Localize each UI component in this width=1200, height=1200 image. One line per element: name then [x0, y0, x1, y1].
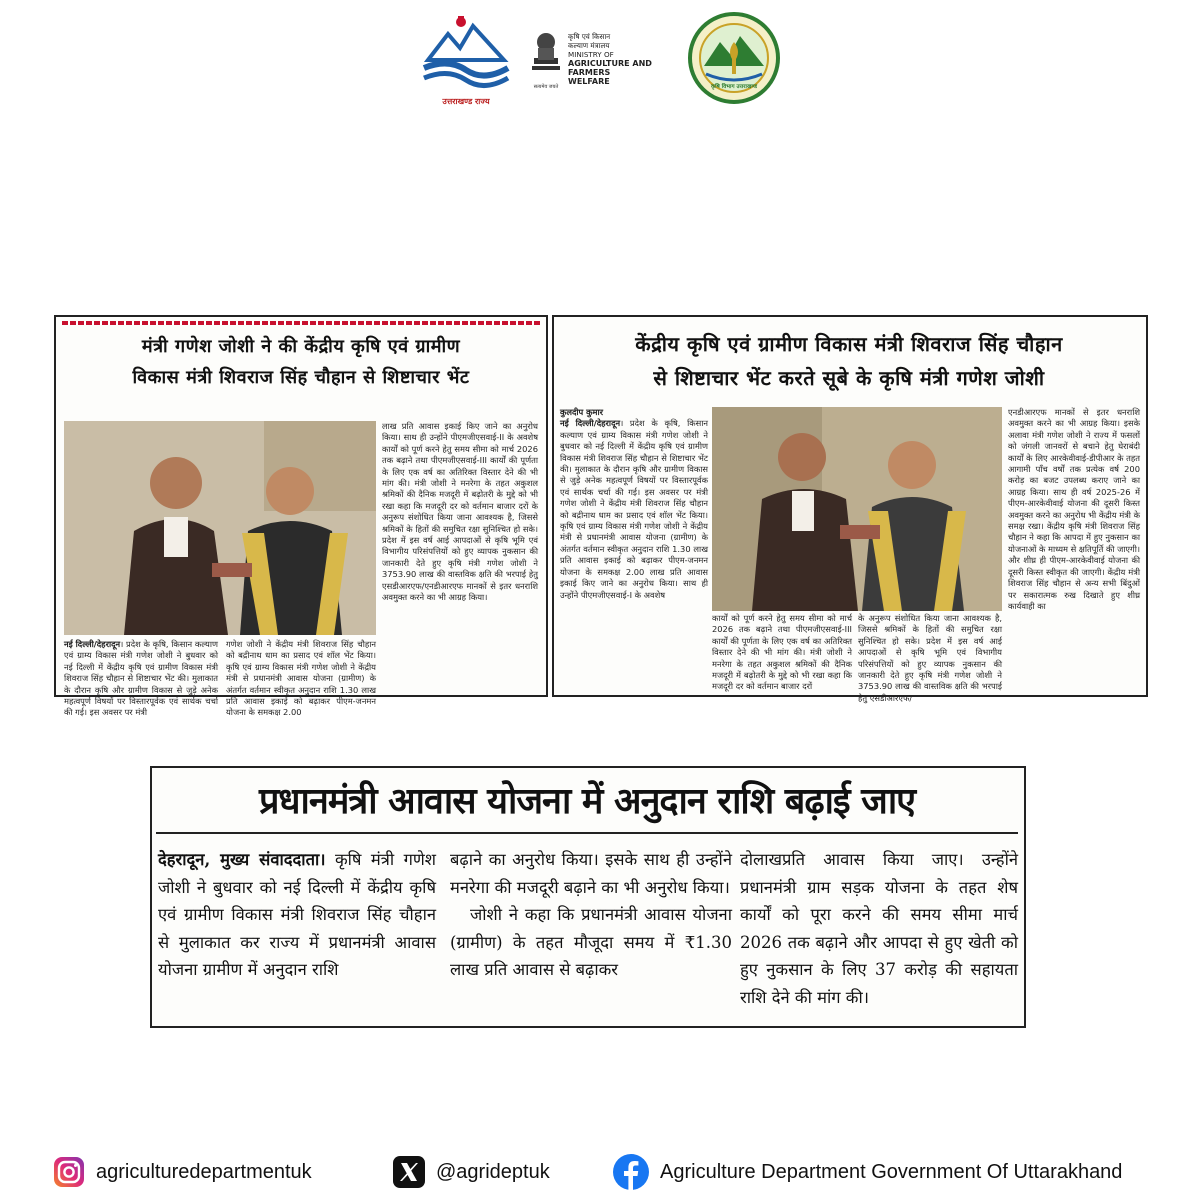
- news-clipping-2: [552, 315, 1148, 703]
- clipping2-headline: [560, 327, 1138, 395]
- red-top-rule: [62, 321, 540, 325]
- clipping2-byline: कुलदीप कुमार: [560, 407, 604, 417]
- x-icon: [392, 1155, 426, 1189]
- clipping1-dateline: नई दिल्ली/देहरादून: [64, 639, 121, 649]
- ministry-en-2: AGRICULTURE AND: [568, 59, 652, 68]
- header-logos: [0, 12, 1200, 112]
- dept-seal-icon: [688, 12, 780, 104]
- clipping1-photo: [64, 421, 376, 635]
- clipping3-headline: प्रधानमंत्री आवास योजना में अनुदान राशि बढ़ाई जाए: [258, 781, 916, 822]
- ministry-logo: [528, 12, 652, 108]
- clipping1-headline-line2: विकास मंत्री शिवराज सिंह चौहान से शिष्टाचार भेंट: [132, 367, 470, 388]
- clipping3-dateline: देहरादून, मुख्य संवाददाता।: [158, 850, 326, 869]
- ministry-hindi-1: कृषि एवं किसान: [568, 32, 611, 41]
- clipping3-column-1: [158, 846, 436, 1014]
- x-handle: @agrideptuk: [436, 1160, 550, 1183]
- facebook-page: Agriculture Department Government Of Uttarakhand: [660, 1160, 1123, 1183]
- instagram-icon: [52, 1155, 86, 1189]
- ministry-en-1: MINISTRY OF: [568, 50, 614, 59]
- ashoka-emblem-icon: [528, 28, 564, 84]
- instagram-link[interactable]: [52, 1152, 312, 1192]
- clipping2-dateline: नई दिल्ली/देहरादून: [560, 418, 621, 429]
- news-clipping-3: [150, 766, 1026, 1028]
- clipping3-col2a-text: बढ़ाने का अनुरोध किया। इसके साथ ही उन्होंने मनरेगा की मजदूरी बढ़ाने का भी अनुरोध किया।: [450, 850, 732, 897]
- clipping2-headline-line2: से शिष्टाचार भेंट करते सूबे के कृषि मंत्री गणेश जोशी: [653, 366, 1045, 390]
- headline-rule: [156, 832, 1018, 834]
- meeting-photo-icon: [64, 421, 376, 635]
- x-link[interactable]: [392, 1152, 550, 1192]
- clipping2-column-right: एनडीआरएफ मानकों से इतर धनराशि अवमुक्त करने का भी आग्रह किया। इसके अलावा मंत्री गणेश जोशी ने राज्य में फसलों को जंगली जानवरों से बचाने हेतु घेराबंदी कार्यों के लिए आरकेवीवाई-डीपीआर के तहत आगामी पाँच वर्षों तक प्रत्येक वर्ष 200 करोड़ का बजट उपलब्ध कराए जाने का आग्रह किया। साथ ही वर्ष 2025-26 में पीएम-आरकेवीवाई योजना की दूसरी किस्त अवमुक्त करने का अनुरोध भी केंद्रीय मंत्री के समक्ष रखा। केंद्रीय कृषि मंत्री शिवराज सिंह चौहान ने कहा कि आपदा में हुए नुकसान का योजनाओं के माध्यम से क्षतिपूर्ति की जाएगी। और शीघ्र ही पीएम-आरकेवीवाई योजना की दूसरी किस्त स्वीकृत की जाएगी। केंद्रीय मंत्री शिवराज सिंह चौहान से अन्य सभी बिंदुओं पर सकारात्मक रुख दिखाते हुए शीघ्र कार्यवाही का: [1008, 407, 1140, 611]
- ministry-en-3: FARMERS WELFARE: [568, 68, 611, 86]
- clipping1-headline: [62, 331, 540, 393]
- clipping3-col2b-text: जोशी ने कहा कि प्रधानमंत्री आवास योजना (ग्रामीण) के तहत मौजूदा समय में ₹1.30 लाख प्रति आवास से बढ़ाकर: [450, 905, 732, 979]
- clipping2-headline-line1: केंद्रीय कृषि एवं ग्रामीण विकास मंत्री शिवराज सिंह चौहान: [635, 332, 1063, 356]
- social-footer: [0, 1152, 1200, 1196]
- clipping1-column-right: लाख प्रति आवास इकाई किए जाने का अनुरोध किया। साथ ही उन्होंने पीएमजीएसवाई-II के अवशेष कार्यों को पूर्ण करने हेतु समय सीमा को मार्च 2026 तक बढ़ाने तथा पीएमजीएसवाई-III कार्यों की पूर्णता के लिए एक वर्ष का अतिरिक्त विस्तार देने की भी मांग की। मंत्री जोशी ने मनरेगा के तहत अकुशल श्रमिकों की दैनिक मजदूरी में बढ़ोतरी के मुद्दे को भी रखा कहा कि मजदूरी दर को वर्तमान बाजार दरों के अनुरूप संशोधित किया जाना आवश्यक है, जिससे श्रमिकों के हितों की समुचित रक्षा सुनिश्चित हो सके। प्रदेश में इस वर्ष आई आपदाओं से कृषि भूमि एवं विभागीय परिसंपत्तियों को हुए व्यापक नुकसान की जानकारी देते हुए कृषि मंत्री गणेश जोशी ने 3753.90 लाख की वास्तविक क्षति की भरपाई हेतु एसडीआरएफ/एनडीआरएफ मानकों से इतर धनराशि अवमुक्त करने का भी आग्रह किया।: [382, 421, 538, 603]
- clipping3-column-3: दोलाखप्रति आवास किया जाए। उन्होंने प्रधानमंत्री ग्राम सड़क योजना के तहत शेष कार्यों को पूरा करने की समय सीमा मार्च 2026 तक बढ़ाने और आपदा से हुए खेती को हुए नुकसान के लिए 37 करोड़ की सहायता राशि देने की मांग की।: [740, 850, 1018, 1007]
- meeting-photo-icon: [712, 407, 1002, 611]
- ministry-hindi-2: कल्याण मंत्रालय: [568, 41, 610, 50]
- uttarakhand-logo: [418, 12, 514, 108]
- instagram-handle: agriculturedepartmentuk: [96, 1160, 312, 1183]
- clipping2-column-b: कार्यों को पूर्ण करने हेतु समय सीमा को मार्च 2026 तक बढ़ाने तथा पीएमजीएसवाई-III कार्यों की पूर्णता के लिए एक वर्ष का अतिरिक्त विस्तार देने की भी मांग की। मंत्री जोशी ने मनरेगा के तहत अकुशल श्रमिकों की दैनिक मजदूरी में बढ़ोतरी के मुद्दे को भी रखा कहा कि मजदूरी दर को वर्तमान बाजार दरों: [712, 613, 852, 692]
- ministry-text: [568, 32, 654, 86]
- clipping1-column-mid: गणेश जोशी ने केंद्रीय मंत्री शिवराज सिंह चौहान को बद्रीनाथ धाम का प्रसाद एवं शॉल भेंट किया। कृषि एवं ग्राम्य विकास मंत्री गणेश जोशी ने केंद्रीय मंत्री से प्रधानमंत्री आवास योजना (ग्रामीण) के अंतर्गत वर्तमान स्वीकृत अनुदान राशि 1.30 लाख प्रति आवास इकाई को बढ़ाकर पीएम-जनमन योजना के समकक्ष 2.00: [226, 639, 376, 718]
- clipping1-column-left: [64, 639, 218, 718]
- dept-seal-text: कृषि विभाग उत्तराखण्ड: [710, 84, 758, 90]
- clipping1-headline-line1: मंत्री गणेश जोशी ने की केंद्रीय कृषि एवं ग्रामीण: [141, 336, 461, 357]
- uttarakhand-emblem-icon: [418, 12, 514, 92]
- uttarakhand-caption: उत्तराखण्ड राज्य: [442, 97, 490, 106]
- facebook-icon: [612, 1153, 650, 1191]
- news-clipping-1: [54, 315, 548, 718]
- agriculture-dept-seal: [688, 12, 780, 104]
- emblem-motto: सत्यमेव जयते: [533, 84, 559, 90]
- clipping1-col-left-text: । प्रदेश के कृषि, किसान कल्याण एवं ग्राम्य विकास मंत्री गणेश जोशी ने बुधवार को नई दिल्ली में केंद्रीय कृषि एवं ग्रामीण विकास मंत्री शिवराज सिंह चौहान से शिष्टाचार भेंट की। मुलाकात के दौरान कृषि और ग्रामीण विकास से जुड़े अनेक महत्वपूर्ण विषयों पर विस्तारपूर्वक एवं सार्थक चर्चा की गई। इस अवसर पर मंत्री: [64, 639, 218, 718]
- facebook-link[interactable]: [612, 1152, 1122, 1192]
- clipping2-col-left-text: । प्रदेश के कृषि, किसान कल्याण एवं ग्राम्य विकास मंत्री गणेश जोशी ने बुधवार को नई दिल्ली में केंद्रीय कृषि एवं ग्रामीण विकास मंत्री शिवराज सिंह चौहान से शिष्टाचार भेंट की। मुलाकात के दौरान कृषि और ग्रामीण विकास से जुड़े अनेक महत्वपूर्ण विषयों पर विस्तारपूर्वक एवं सार्थक चर्चा की गई। इस अवसर पर मंत्री गणेश जोशी ने केंद्रीय मंत्री शिवराज सिंह चौहान को बद्रीनाथ धाम का प्रसाद एवं शॉल भेंट किया। कृषि एवं ग्राम्य विकास मंत्री गणेश जोशी ने केंद्रीय मंत्री से प्रधानमंत्री आवास योजना (ग्रामीण) के अंतर्गत वर्तमान स्वीकृत अनुदान राशि 1.30 लाख प्रति आवास इकाई को बढ़ाकर पीएम-जनमन योजना के समकक्ष 2.00 लाख प्रति आवास इकाई किए जाने का अनुरोध किया। साथ ही उन्होंने पीएमजीएसवाई-I के अवशेष: [560, 418, 708, 600]
- clipping3-col1-text: कृषि मंत्री गणेश जोशी ने बुधवार को नई दिल्ली में केंद्रीय कृषि एवं ग्रामीण विकास मंत्री शिवराज सिंह चौहान से मुलाकात कर राज्य में प्रधानमंत्री आवास योजना ग्रामीण में अनुदान राशि: [158, 850, 437, 979]
- clipping3-column-2: [450, 846, 732, 1014]
- clipping2-column-c: के अनुरूप संशोधित किया जाना आवश्यक है, जिससे श्रमिकों के हितों की समुचित रक्षा सुनिश्चित हो सके। प्रदेश में इस वर्ष आई आपदाओं से कृषि भूमि एवं विभागीय परिसंपत्तियों को हुए व्यापक नुकसान की जानकारी देते हुए कृषि मंत्री गणेश जोशी ने 3753.90 लाख की वास्तविक क्षति की भरपाई हेतु एसडीआरएफ/: [858, 613, 1002, 703]
- clipping2-photo: [712, 407, 1002, 611]
- clipping2-column-left: [560, 407, 708, 691]
